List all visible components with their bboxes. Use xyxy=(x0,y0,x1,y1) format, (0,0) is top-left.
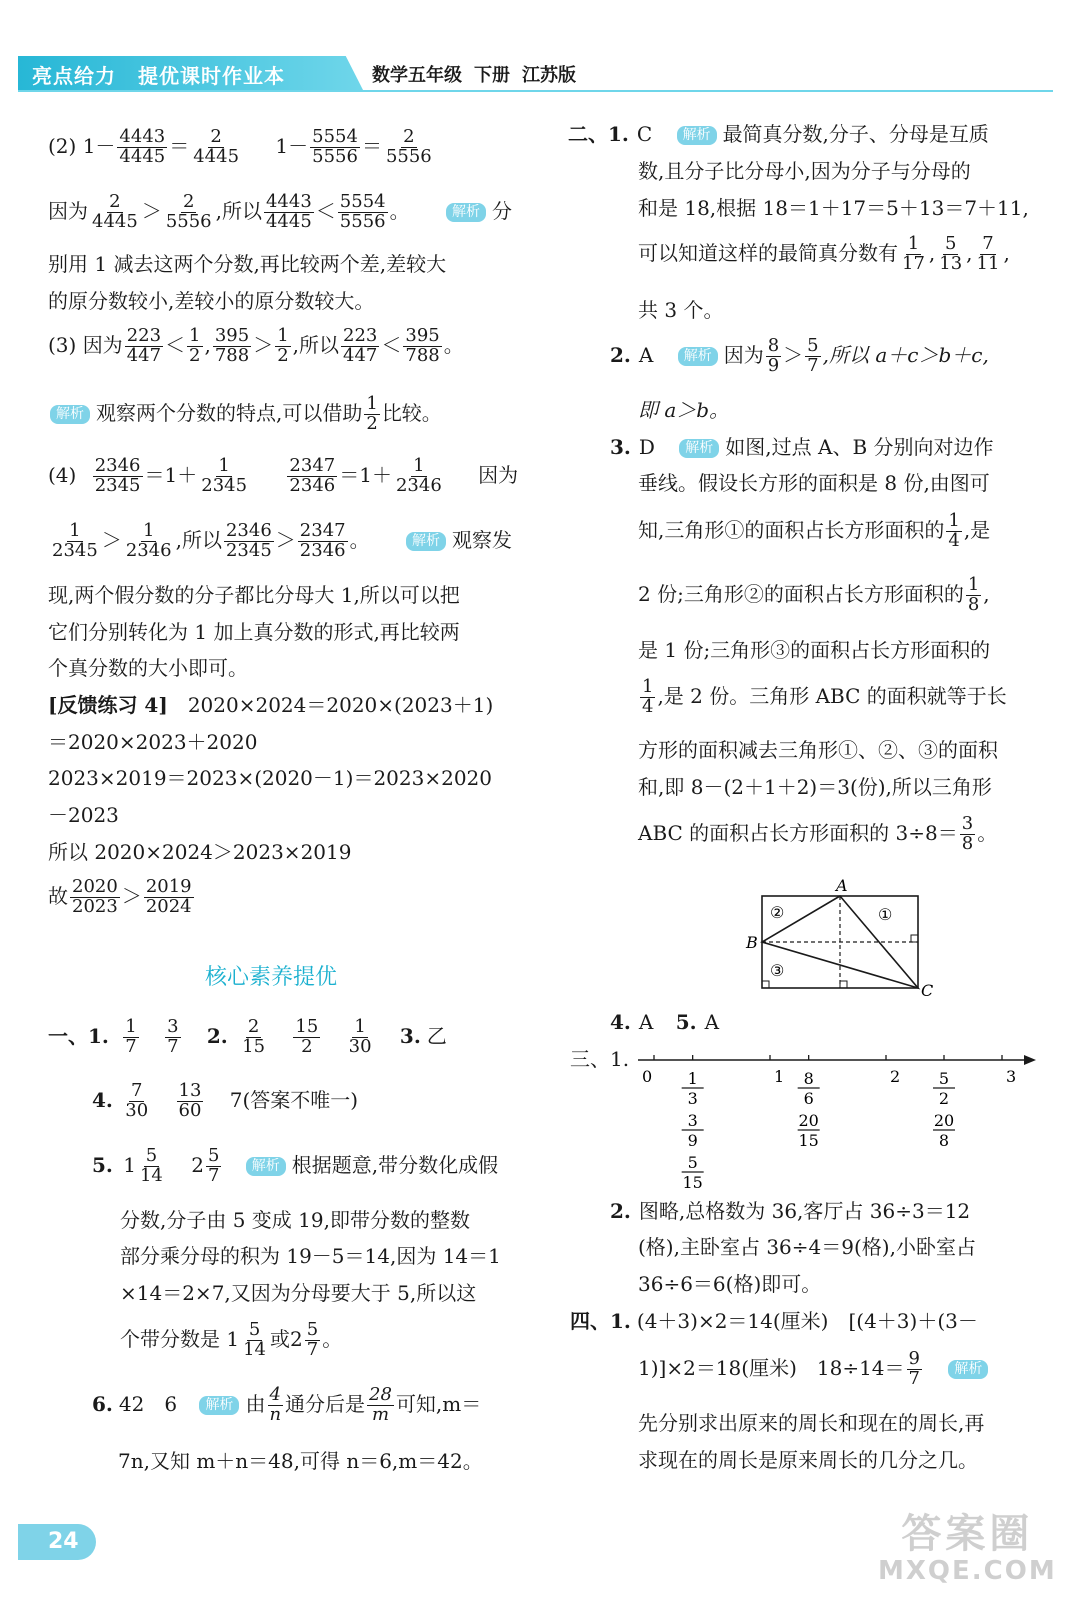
left-p2-line2: 因为 $\frac{2}{4445}$ ＞ $\frac{2}{5556}$ ,所以 $\frac{4443}{4445}$ ＜ $\frac{5554}{5556}$ 。 解析 分 xyxy=(48,191,512,232)
watermark-title: 答案圈 xyxy=(901,1511,1034,1557)
label-region-1: ① xyxy=(878,905,893,924)
right-q21-a4: 可以知道这样的最简真分数有 $\frac{1}{17}$ , $\frac{5}{13}$ , $\frac{7}{11}$ , xyxy=(638,233,1010,274)
watermark-url: MXQE.COM xyxy=(878,1556,1057,1586)
mark-fraction xyxy=(682,1111,704,1150)
mark-fraction xyxy=(933,1069,955,1108)
left-fb-line4: －2023 xyxy=(48,803,119,827)
left-q5-a5: 个带分数是 1 $\frac{5}{14}$ 或2 $\frac{5}{7}$ 。 xyxy=(120,1319,343,1360)
number-line xyxy=(630,1046,1050,1196)
rectangle-triangle-diagram xyxy=(740,872,940,1002)
right-q21-a5: 共 3 个。 xyxy=(638,298,724,322)
mark-fraction xyxy=(933,1111,955,1150)
mark-numerator: 5 xyxy=(938,1069,950,1088)
left-fb-line5: 所以 2020×2024＞2023×2019 xyxy=(48,840,352,864)
right-q23-a8: 和,即 8－(2＋1＋2)＝3(份),所以三角形 xyxy=(638,775,992,799)
arrow-head xyxy=(1024,1055,1036,1065)
right-angle-mark-1 xyxy=(911,935,918,942)
mark-fraction xyxy=(798,1069,820,1108)
header-rule xyxy=(18,90,1053,92)
right-q21-a3: 和是 18,根据 18＝1＋17＝5＋13＝7＋11, xyxy=(638,196,1029,220)
right-q23-line1: 3. D 解析 如图,过点 A、B 分别向对边作 xyxy=(610,435,994,459)
right-q32-line2: (格),主卧室占 36÷4＝9(格),小卧室占 xyxy=(638,1235,976,1259)
watermark xyxy=(878,1512,1057,1586)
left-q6-line1: 6. 42 6 解析 由 $\frac{4}{n}$ 通分后是 $\frac{28}{m}$ 可知,m＝ xyxy=(92,1384,482,1425)
left-q6-line2: 7n,又知 m＋n＝48,可得 n＝6,m＝42。 xyxy=(118,1449,483,1473)
left-q4-line: 4. $\frac{7}{30}$ $\frac{13}{60}$ 7(答案不唯一) xyxy=(92,1080,359,1121)
left-fb-line2: ＝2020×2023＋2020 xyxy=(48,730,258,754)
right-angle-mark-2 xyxy=(840,981,847,988)
left-p2-analysis2: 别用 1 减去这两个分数,再比较两个差,差较大 xyxy=(48,252,447,276)
right-q32-line1: 2. 图略,总格数为 36,客厅占 36÷3＝12 xyxy=(610,1199,971,1223)
left-q1-line: 一、1. $\frac{1}{7}$ $\frac{3}{7}$ 2. $\frac{2}{15}$ $\frac{15}{2}$ $\frac{1}{30}$ 3. 乙 xyxy=(48,1016,447,1057)
mark-numerator: 3 xyxy=(687,1111,698,1130)
left-q5-a2: 分数,分子由 5 变成 19,即带分数的整数 xyxy=(120,1208,470,1232)
label-c: C xyxy=(921,981,934,1000)
mark-denominator: 6 xyxy=(803,1089,814,1108)
section-title: 核心素养提优 xyxy=(205,965,338,990)
analysis-tag: 解析 xyxy=(246,1157,286,1176)
right-q23-a4: 2 份;三角形②的面积占长方形面积的 $\frac{1}{8}$ , xyxy=(638,574,990,615)
left-fb-line6: 故 $\frac{2020}{2023}$ ＞ $\frac{2019}{2024}$ xyxy=(48,876,192,917)
tick-label-1: 1 xyxy=(774,1067,785,1086)
left-fb-line1: [反馈练习 4] 2020×2024＝2020×(2023＋1) xyxy=(48,693,494,717)
right-q23-a9: ABC 的面积占长方形面积的 3÷8＝ $\frac{3}{8}$ 。 xyxy=(638,813,998,854)
mark-numerator: 1 xyxy=(687,1069,698,1088)
mark-denominator: 15 xyxy=(798,1131,819,1150)
analysis-tag: 解析 xyxy=(406,532,446,551)
tick-label-3: 3 xyxy=(1006,1067,1017,1086)
left-q5-a4: ×14＝2×7,又因为分母要大于 5,所以这 xyxy=(120,1281,477,1305)
edition: 江苏版 xyxy=(522,65,576,86)
right-q32-line3: 36÷6＝6(格)即可。 xyxy=(638,1272,822,1296)
right-q24-line: 4. A 5. A xyxy=(610,1010,720,1034)
left-p2-analysis3: 的原分数较小,差较小的原分数较大。 xyxy=(48,289,375,313)
right-q23-a5: 是 1 份;三角形③的面积占长方形面积的 xyxy=(638,638,991,662)
label-b: B xyxy=(746,933,758,952)
tick-label-2: 2 xyxy=(890,1067,901,1086)
left-p3-line1: (3) 因为 $\frac{223}{447}$ ＜ $\frac{1}{2}$ , $\frac{395}{788}$ ＞ $\frac{1}{2}$ ,所以 $\frac{223}{447}$ ＜ $\frac{395}{788}$ 。 xyxy=(48,325,464,366)
right-q41-line1: 四、1. (4＋3)×2＝14(厘米) [(4＋3)＋(3－ xyxy=(570,1309,978,1333)
left-p3-analysis: 解析 观察两个分数的特点,可以借助 $\frac{1}{2}$ 比较。 xyxy=(44,395,442,434)
series-right: 提优课时作业本 xyxy=(138,64,285,88)
series-title xyxy=(32,60,285,89)
right-q23-a2: 垂线。假设长方形的面积是 8 份,由图可 xyxy=(638,471,990,495)
mark-denominator: 9 xyxy=(687,1131,698,1150)
left-p4-analysis4: 个真分数的大小即可。 xyxy=(48,656,248,680)
label-a: A xyxy=(836,876,848,895)
book-info xyxy=(372,61,588,87)
analysis-tag: 解析 xyxy=(199,1396,239,1415)
analysis-tag: 解析 xyxy=(50,405,90,424)
left-p4-line2: $\frac{1}{2345}$ ＞ $\frac{1}{2346}$ ,所以 $\frac{2346}{2345}$ ＞ $\frac{2347}{2346}$ 。 解析 观察发 xyxy=(52,520,512,561)
right-q41-line4: 求现在的周长是原来周长的几分之几。 xyxy=(638,1448,978,1472)
volume: 下册 xyxy=(474,65,510,86)
right-q23-a3: 知,三角形①的面积占长方形面积的 $\frac{1}{4}$ ,是 xyxy=(638,510,991,551)
left-p2-line1: (2) 1－ $\frac{4443}{4445}$ ＝ $\frac{2}{4445}$ 1－ $\frac{5554}{5556}$ ＝ $\frac{2}{5556}$ xyxy=(48,126,432,167)
subject: 数学五年级 xyxy=(372,65,462,86)
left-p4-line1: (4) $\frac{2346}{2345}$ ＝1＋ $\frac{1}{2345}$ $\frac{2347}{2346}$ ＝1＋ $\frac{1}{2346}$ 因为 xyxy=(48,455,519,496)
mark-fraction xyxy=(682,1153,704,1192)
mark-denominator: 3 xyxy=(687,1089,698,1108)
analysis-tag: 解析 xyxy=(948,1360,988,1379)
right-q22-line1: 2. A 解析 因为 $\frac{8}{9}$ ＞ $\frac{5}{7}$ ,所以 a＋c＞b＋c, xyxy=(610,335,989,376)
right-q31-num: 三、1. xyxy=(570,1047,630,1071)
right-q21-line1: 二、1. C 解析 最简真分数,分子、分母是互质 xyxy=(568,122,989,146)
left-fb-line3: 2023×2019＝2023×(2020－1)＝2023×2020 xyxy=(48,766,492,790)
mark-numerator: 20 xyxy=(933,1111,955,1130)
label-region-2: ② xyxy=(770,903,785,922)
right-q23-a7: 方形的面积减去三角形①、②、③的面积 xyxy=(638,738,998,762)
tick-label-0: 0 xyxy=(642,1067,653,1086)
right-angle-mark-3 xyxy=(762,981,769,988)
right-q21-a2: 数,且分子比分母小,因为分子与分母的 xyxy=(638,159,971,183)
left-p4-analysis2: 现,两个假分数的分子都比分母大 1,所以可以把 xyxy=(48,583,460,607)
mark-fraction xyxy=(798,1111,820,1150)
mark-numerator: 8 xyxy=(803,1069,814,1088)
analysis-tag: 解析 xyxy=(679,439,719,458)
mark-numerator: 5 xyxy=(687,1153,698,1172)
mark-numerator: 20 xyxy=(798,1111,819,1130)
left-p4-analysis3: 它们分别转化为 1 加上真分数的形式,再比较两 xyxy=(48,620,460,644)
right-q23-a6: $\frac{1}{4}$ ,是 2 份。三角形 ABC 的面积就等于长 xyxy=(642,676,1007,717)
series-left: 亮点给力 xyxy=(32,64,116,88)
right-q41-line3: 先分别求出原来的周长和现在的周长,再 xyxy=(638,1411,985,1435)
label-region-3: ③ xyxy=(770,961,785,980)
mark-denominator: 8 xyxy=(938,1131,950,1150)
page-number: 24 xyxy=(18,1524,96,1560)
analysis-tag: 解析 xyxy=(677,126,717,145)
right-q22-line2: 即 a＞b。 xyxy=(638,398,730,422)
left-q5-a3: 部分乘分母的积为 19－5＝14,因为 14＝1 xyxy=(120,1244,501,1268)
mark-denominator: 15 xyxy=(682,1173,703,1192)
mark-denominator: 2 xyxy=(938,1089,950,1108)
left-q5-line1: 5. 1 $\frac{5}{14}$ 2 $\frac{5}{7}$ 解析 根据题意,带分数化成假 xyxy=(92,1145,499,1186)
mark-fraction xyxy=(682,1069,704,1108)
analysis-tag: 解析 xyxy=(446,203,486,222)
right-q41-line2: 1)]×2＝18(厘米) 18÷14＝ $\frac{9}{7}$ 解析 xyxy=(638,1350,994,1389)
analysis-tag: 解析 xyxy=(678,347,718,366)
